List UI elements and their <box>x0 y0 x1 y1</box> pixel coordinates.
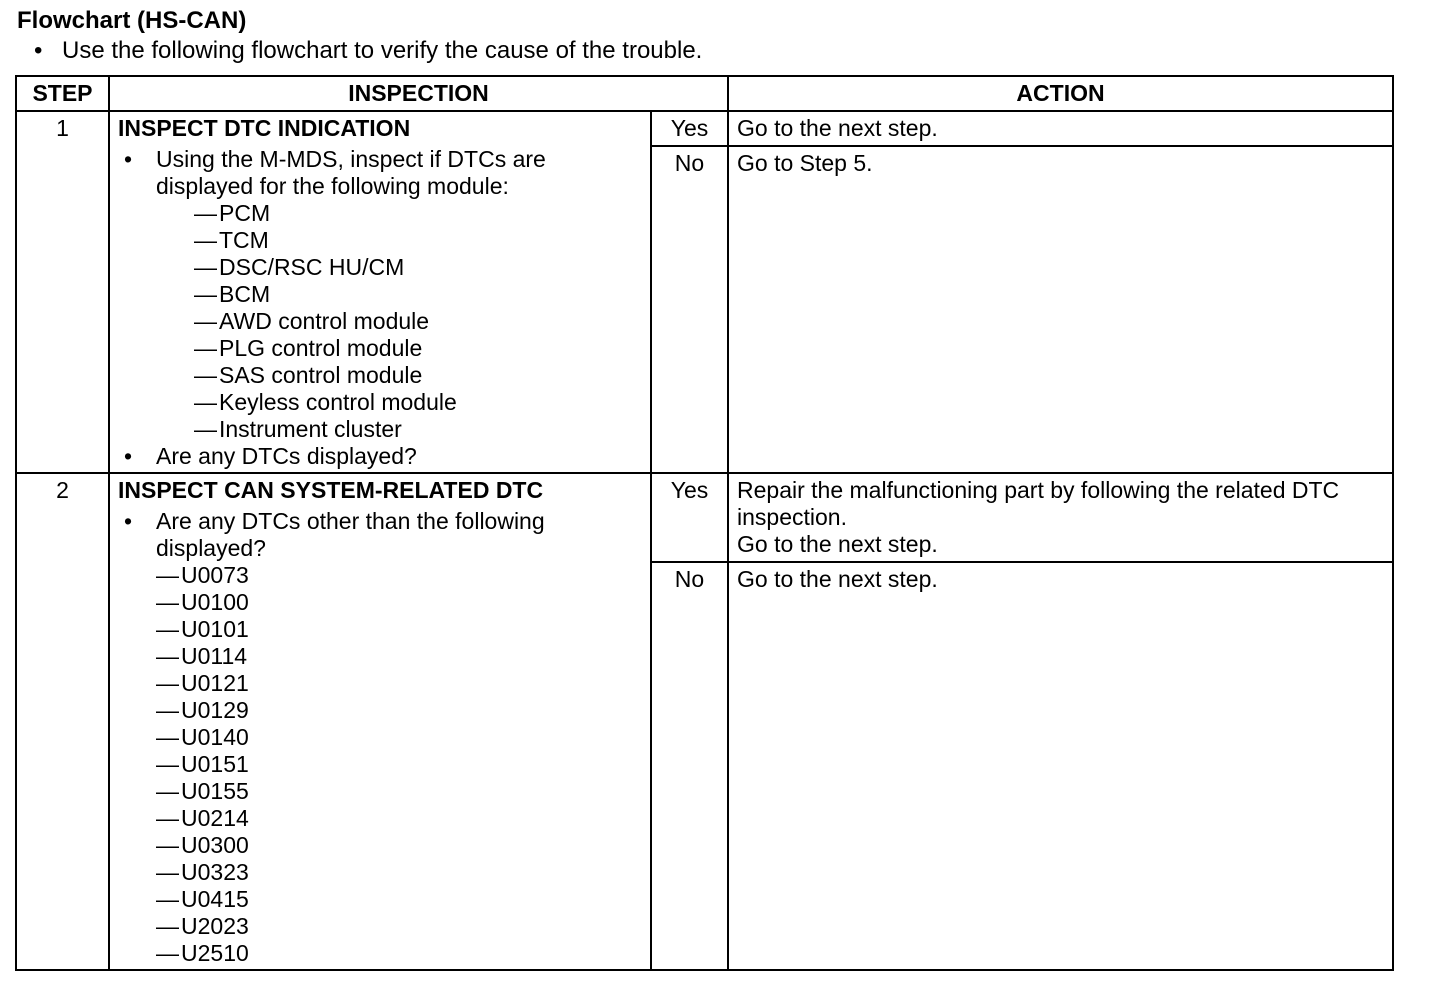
module-item <box>156 227 642 254</box>
step-1-number: 1 <box>16 111 109 473</box>
dtc-item-text: U2510 <box>181 940 249 966</box>
dtc-item <box>118 859 642 886</box>
dtc-item <box>118 886 642 913</box>
dtc-item-text: U0214 <box>181 805 249 831</box>
step-2-bullets <box>118 508 642 562</box>
dash-icon: — <box>194 389 217 415</box>
step-2-bullet-1 <box>118 508 642 562</box>
dtc-item <box>118 697 642 724</box>
step-1-bullet-1-text: Using the M-MDS, inspect if DTCs are displayed for the following module: <box>156 146 546 199</box>
dtc-item-text: U0101 <box>181 616 249 642</box>
module-item <box>156 308 642 335</box>
module-item-text: Instrument cluster <box>219 416 402 442</box>
dtc-item <box>118 751 642 778</box>
step-2-yes-action-line-2: Go to the next step. <box>737 531 938 557</box>
page-title: Flowchart (HS-CAN) <box>17 7 247 34</box>
dash-icon: — <box>156 670 179 696</box>
step-1-yes-action: Go to the next step. <box>728 111 1393 146</box>
step-2-dtc-list <box>118 562 642 967</box>
step-2-inspection <box>109 473 651 970</box>
dtc-item <box>118 913 642 940</box>
module-item-text: BCM <box>219 281 271 307</box>
dash-icon: — <box>156 724 179 750</box>
step-2-yes-row <box>16 473 1393 562</box>
step-1-no-label: No <box>651 146 728 473</box>
dtc-item <box>118 670 642 697</box>
dash-icon: — <box>194 416 217 442</box>
step-2-yes-label: Yes <box>651 473 728 562</box>
dash-icon: — <box>156 913 179 939</box>
dash-icon: — <box>156 832 179 858</box>
dash-icon: — <box>194 227 217 253</box>
dtc-item-text: U0140 <box>181 724 249 750</box>
step-1-bullets <box>118 146 642 470</box>
module-item <box>156 200 642 227</box>
step-1-heading: INSPECT DTC INDICATION <box>118 115 411 141</box>
dtc-item-text: U0100 <box>181 589 249 615</box>
dtc-item <box>118 805 642 832</box>
dash-icon: — <box>156 751 179 777</box>
header-action: ACTION <box>728 76 1393 111</box>
dtc-item <box>118 724 642 751</box>
dash-icon: — <box>156 589 179 615</box>
dash-icon: — <box>156 886 179 912</box>
bullet-icon: • <box>34 37 43 64</box>
module-item-text: PLG control module <box>219 335 423 361</box>
module-item-text: DSC/RSC HU/CM <box>219 254 405 280</box>
dtc-item-text: U0129 <box>181 697 249 723</box>
dash-icon: — <box>194 362 217 388</box>
module-item <box>156 281 642 308</box>
dash-icon: — <box>156 940 179 966</box>
dash-icon: — <box>194 281 217 307</box>
intro-text <box>34 36 702 66</box>
step-2-no-label: No <box>651 562 728 970</box>
dtc-item-text: U0114 <box>181 643 248 669</box>
intro-label: Use the following flowchart to verify the cause of the trouble. <box>62 37 703 64</box>
dtc-item-text: U0151 <box>181 751 249 777</box>
module-item-text: AWD control module <box>219 308 430 334</box>
module-item-text: TCM <box>219 227 269 253</box>
dtc-item-text: U0300 <box>181 832 249 858</box>
module-item <box>156 416 642 443</box>
step-1-bullet-2: • Are any DTCs displayed? <box>118 443 642 470</box>
dtc-item <box>118 940 642 967</box>
dash-icon: — <box>156 643 179 669</box>
module-item <box>156 254 642 281</box>
dash-icon: — <box>194 254 217 280</box>
step-2-bullet-1-text: Are any DTCs other than the following displayed? <box>156 508 545 561</box>
dtc-item <box>118 832 642 859</box>
dtc-item-text: U0073 <box>181 562 249 588</box>
step-1-bullet-1 <box>118 146 642 443</box>
dash-icon: — <box>156 778 179 804</box>
step-2-yes-action-line-1: Repair the malfunctioning part by following the related DTC inspection. <box>737 477 1340 530</box>
step-1-yes-row <box>16 111 1393 146</box>
dtc-item <box>118 778 642 805</box>
step-1-module-list <box>156 200 642 443</box>
dash-icon: — <box>156 562 179 588</box>
dash-icon: — <box>194 335 217 361</box>
dash-icon: — <box>156 697 179 723</box>
module-item-text: Keyless control module <box>219 389 457 415</box>
dtc-item <box>118 616 642 643</box>
header-inspection: INSPECTION <box>109 76 728 111</box>
dtc-item <box>118 643 642 670</box>
dtc-item-text: U0415 <box>181 886 249 912</box>
module-item <box>156 335 642 362</box>
dash-icon: — <box>156 805 179 831</box>
dtc-item-text: U0155 <box>181 778 249 804</box>
module-item-text: PCM <box>219 200 271 226</box>
flowchart-table <box>15 75 1394 971</box>
dtc-item-text: U2023 <box>181 913 249 939</box>
step-1-inspection <box>109 111 651 473</box>
dash-icon: — <box>156 859 179 885</box>
step-1-yes-label: Yes <box>651 111 728 146</box>
module-item <box>156 389 642 416</box>
dash-icon: — <box>194 200 217 226</box>
step-2-number: 2 <box>16 473 109 970</box>
step-2-no-action: Go to the next step. <box>728 562 1393 970</box>
module-item-text: SAS control module <box>219 362 423 388</box>
dtc-item-text: U0323 <box>181 859 249 885</box>
dtc-item <box>118 562 642 589</box>
step-2-heading: INSPECT CAN SYSTEM-RELATED DTC <box>118 477 544 503</box>
dash-icon: — <box>194 308 217 334</box>
header-row <box>16 76 1393 111</box>
step-1-no-action: Go to Step 5. <box>728 146 1393 473</box>
dash-icon: — <box>156 616 179 642</box>
dtc-item-text: U0121 <box>181 670 249 696</box>
module-item <box>156 362 642 389</box>
step-2-yes-action <box>728 473 1393 562</box>
dtc-item <box>118 589 642 616</box>
header-step: STEP <box>16 76 109 111</box>
